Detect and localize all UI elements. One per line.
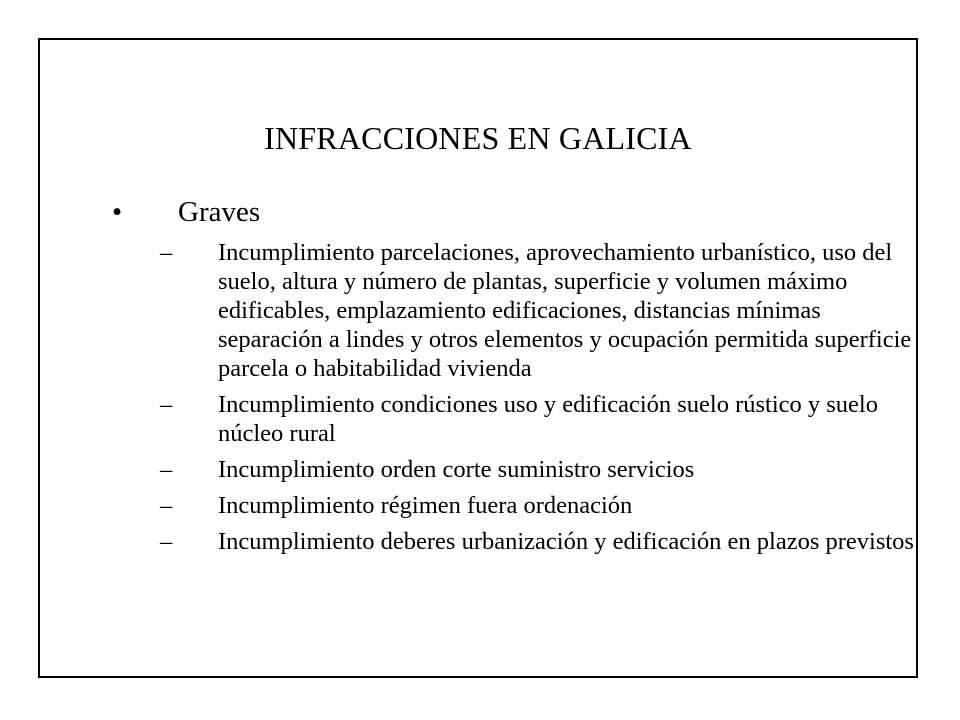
list-item-text: Incumplimiento deberes urbanización y edificación en plazos previstos — [218, 528, 914, 555]
slide-title: INFRACCIONES EN GALICIA — [264, 120, 692, 156]
list-item — [160, 527, 920, 556]
dash-marker: – — [160, 528, 173, 555]
list-item-text: Incumplimiento orden corte suministro servicios — [218, 456, 695, 483]
list-item — [160, 238, 920, 383]
sub-item-list — [160, 238, 920, 563]
list-item-text: Incumplimiento régimen fuera ordenación — [218, 492, 633, 519]
list-item — [160, 390, 920, 448]
list-item-text: Incumplimiento parcelaciones, aprovechamiento urbanístico, uso del suelo, altura y número de plantas, superficie y volumen máximo edificables, emplazamiento edificaciones, distancias mínimas separación a lindes y otros elementos y ocupación permitida superficie parcela o habitabilidad vivienda — [218, 239, 912, 382]
list-item-text: Incumplimiento condiciones uso y edificación suelo rústico y suelo núcleo rural — [218, 391, 878, 447]
list-item — [160, 491, 920, 520]
dash-marker: – — [160, 239, 173, 266]
dash-marker: – — [160, 456, 173, 483]
dash-marker: – — [160, 492, 173, 519]
dash-marker: – — [160, 391, 173, 418]
list-item — [160, 455, 920, 484]
bullet-marker: • — [112, 196, 123, 228]
bullet-label: Graves — [178, 196, 261, 228]
slide-frame — [38, 38, 918, 678]
